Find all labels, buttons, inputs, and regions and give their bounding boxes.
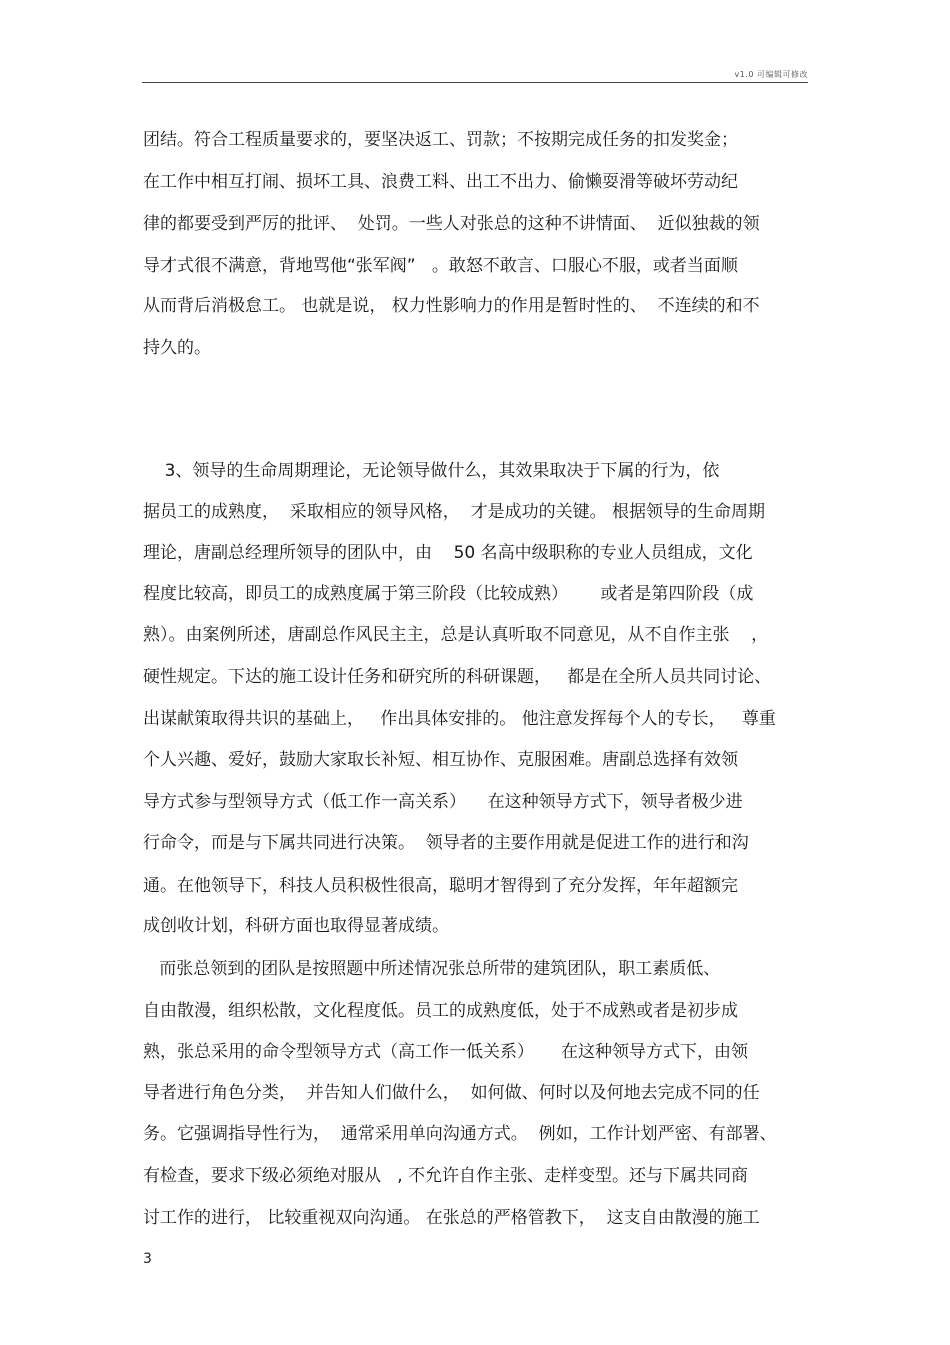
text-line: 持久的。	[143, 338, 211, 358]
text-line: 熟）。由案例所述，唐副总作风民主主，总是认真听取不同意见，从不自作主张 ，	[143, 625, 769, 645]
text-line: 3、领导的生命周期理论，无论领导做什么，其效果取决于下属的行为，依	[143, 461, 720, 481]
text-line: 出谋献策取得共识的基础上， 作出具体安排的。 他注意发挥每个人的专长， 尊重	[143, 709, 776, 729]
text-line: 通。在他领导下，科技人员积极性很高，聪明才智得到了充分发挥，年年超额完	[143, 876, 738, 896]
text-line: 熟，张总采用的命令型领导方式（高工作一低关系） 在这种领导方式下，由领	[143, 1042, 749, 1062]
text-line: 务。它强调指导性行为， 通常采用单向沟通方式。 例如，工作计划严密、有部署、	[143, 1124, 777, 1144]
text-line: 成创收计划，科研方面也取得显著成绩。	[143, 916, 449, 936]
text-line: 行命令，而是与下属共同进行决策。 领导者的主要作用就是促进工作的进行和沟	[143, 833, 749, 853]
text-line: 律的都要受到严厉的批评、 处罚。一些人对张总的这种不讲情面、 近似独裁的领	[143, 214, 760, 234]
header-divider	[142, 82, 808, 83]
version-label: v1.0 可编辑可修改	[734, 70, 808, 79]
text-line: 程度比较高，即员工的成熟度属于第三阶段（比较成熟） 或者是第四阶段（成	[143, 584, 754, 604]
text-line: 理论，唐副总经理所领导的团队中，由 50 名高中级职称的专业人员组成，文化	[143, 543, 753, 563]
text-line: 在工作中相互打闹、损坏工具、浪费工料、出工不出力、偷懒耍滑等破坏劳动纪	[143, 172, 738, 192]
text-line: 硬性规定。下达的施工设计任务和研究所的科研课题， 都是在全所人员共同讨论、	[143, 667, 772, 687]
text-line: 讨工作的进行， 比较重视双向沟通。 在张总的严格管教下， 这支自由散漫的施工	[143, 1208, 760, 1228]
text-line: 团结。符合工程质量要求的，要坚决返工、罚款；不按期完成任务的扣发奖金；	[143, 130, 738, 150]
text-line: 导才式很不满意，背地骂他“张军阀” 。敢怒不敢言、口服心不服，或者当面顺	[143, 256, 738, 276]
text-line: 据员工的成熟度， 采取相应的领导风格， 才是成功的关键。 根据领导的生命周期	[143, 502, 766, 522]
text-line: 有检查，要求下级必须绝对服从 , 不允许自作主张、走样变型。还与下属共同商	[143, 1166, 749, 1186]
text-line: 从而背后消极怠工。 也就是说， 权力性影响力的作用是暂时性的、 不连续的和不	[143, 296, 760, 316]
text-line: 自由散漫，组织松散，文化程度低。员工的成熟度低，处于不成熟或者是初步成	[143, 1001, 738, 1021]
text-line: 个人兴趣、爱好，鼓励大家取长补短、相互协作、克服困难。唐副总选择有效领	[143, 750, 738, 770]
text-line: 而张总领到的团队是按照题中所述情况张总所带的建筑团队，职工素质低、	[143, 959, 721, 979]
text-line: 导方式参与型领导方式（低工作一高关系） 在这种领导方式下，领导者极少进	[143, 792, 743, 812]
text-line: 导者进行角色分类， 并告知人们做什么， 如何做、何时以及何地去完成不同的任	[143, 1083, 760, 1103]
page-number: 3	[143, 1251, 152, 1267]
